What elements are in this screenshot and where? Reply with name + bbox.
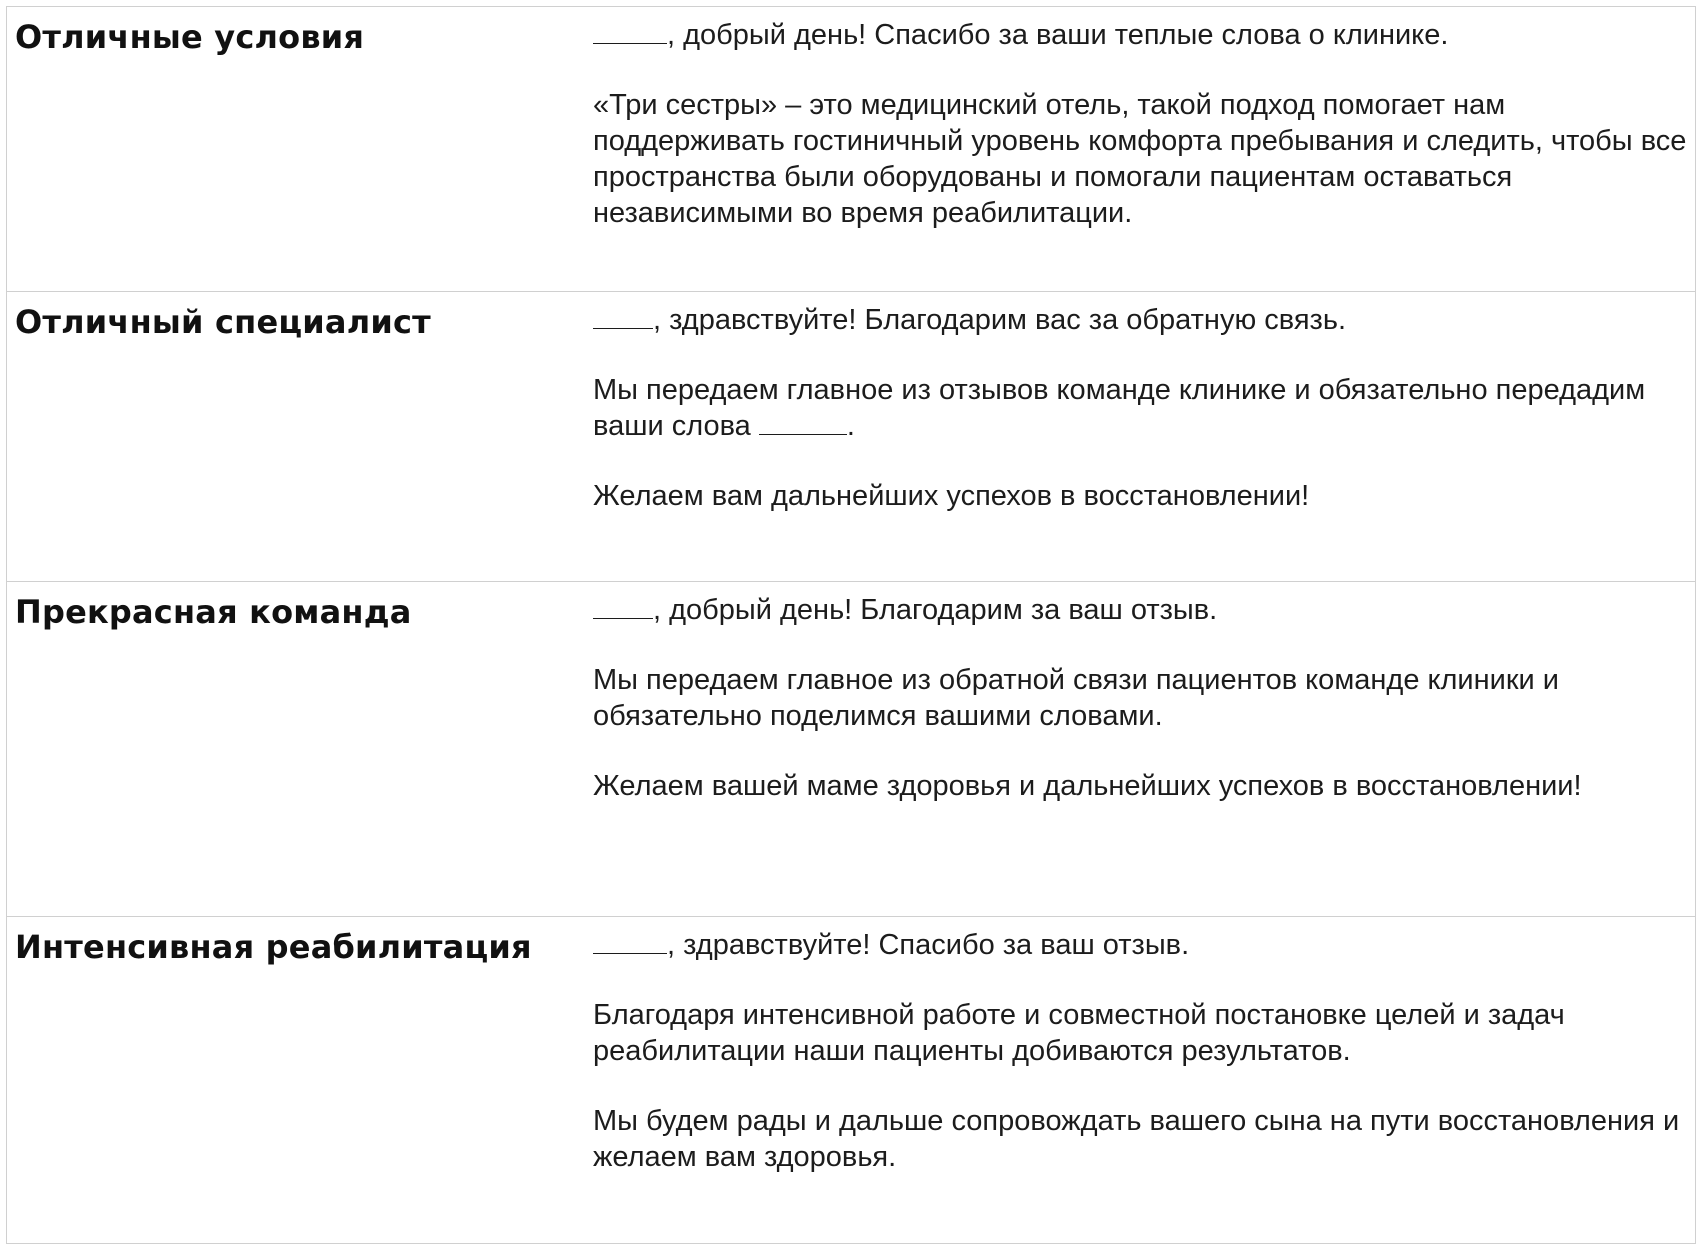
specialist-blank xyxy=(759,412,847,435)
template-row xyxy=(7,292,1695,582)
name-blank xyxy=(593,931,667,954)
name-blank xyxy=(593,596,653,619)
reply-paragraph: Желаем вашей маме здоровья и дальнейших успехов в восстановлении! xyxy=(593,770,1582,802)
reply-paragraph: Мы передаем главное из обратной связи пациентов команде клиники и обязательно поделимся вашими словами. xyxy=(593,664,1559,732)
reply-text xyxy=(593,592,1693,804)
reply-paragraph: , здравствуйте! Спасибо за ваш отзыв. xyxy=(593,927,1693,963)
reply-text xyxy=(593,302,1693,514)
template-row xyxy=(7,917,1695,1243)
row-title: Интенсивная реабилитация xyxy=(15,928,532,966)
template-row xyxy=(7,582,1695,917)
reply-paragraph: , добрый день! Спасибо за ваши теплые слова о клинике. xyxy=(593,17,1693,53)
row-title: Прекрасная команда xyxy=(15,593,412,631)
reply-text xyxy=(593,17,1693,231)
reply-paragraph: Благодаря интенсивной работе и совместной постановке целей и задач реабилитации наши пациенты добиваются результатов. xyxy=(593,999,1565,1067)
reply-paragraph: , здравствуйте! Благодарим вас за обратную связь. xyxy=(593,302,1693,338)
name-blank xyxy=(593,306,653,329)
name-blank xyxy=(593,21,667,44)
reply-text xyxy=(593,927,1693,1175)
reply-paragraph: , добрый день! Благодарим за ваш отзыв. xyxy=(593,592,1693,628)
reply-paragraph: Желаем вам дальнейших успехов в восстановлении! xyxy=(593,480,1310,512)
reply-paragraph: «Три сестры» – это медицинский отель, такой подход помогает нам поддерживать гостиничный уровень комфорта пребывания и следить, чтобы все пространства были оборудованы и помогали пациентам оставаться независимыми во время реабилитации. xyxy=(593,89,1687,229)
template-row xyxy=(7,7,1695,292)
reply-paragraph: Мы передаем главное из отзывов команде клинике и обязательно передадим ваши слова . xyxy=(593,374,1646,442)
row-title: Отличные условия xyxy=(15,18,365,56)
response-templates-table xyxy=(6,6,1696,1244)
reply-paragraph: Мы будем рады и дальше сопровождать вашего сына на пути восстановления и желаем вам здоровья. xyxy=(593,1105,1680,1173)
row-title: Отличный специалист xyxy=(15,303,431,341)
